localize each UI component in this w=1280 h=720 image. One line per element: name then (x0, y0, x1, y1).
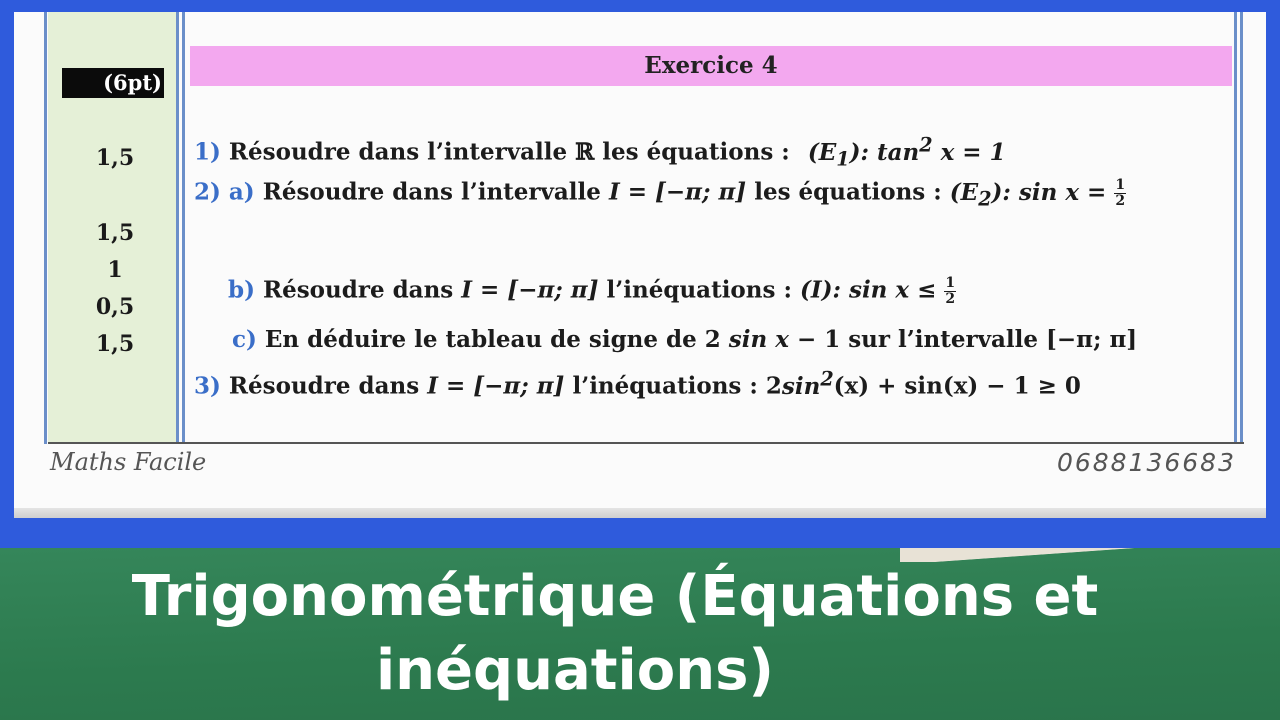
question-number: 1) (194, 138, 221, 166)
paper-edge (900, 548, 1280, 562)
question-text-2: l’inéquations : 2 (572, 372, 782, 400)
question-3 (194, 367, 1081, 400)
question-2a (194, 178, 1126, 210)
brand-name: Maths Facile (50, 448, 207, 476)
math-expression: (I): sin x ≤ (799, 276, 937, 304)
question-text: Résoudre dans (228, 372, 420, 400)
headline-line-2: inéquations) (375, 638, 774, 703)
question-1 (194, 133, 1006, 170)
math-expression: $\sin^2$ (781, 367, 834, 400)
exercise-title: Exercice 4 (190, 46, 1232, 86)
page-shadow (14, 508, 1266, 518)
interval-expression: I = [−π; π] (427, 372, 565, 400)
fraction: $\frac{1}{2}$ (1115, 177, 1126, 209)
column-divider-line-2 (182, 12, 185, 444)
math-expression-2: (x) + sin(x) − 1 ≥ 0 (833, 372, 1081, 400)
right-border-line (1234, 12, 1237, 444)
document-page (14, 12, 1266, 516)
question-text-2: l’inéquations : (606, 276, 792, 304)
column-divider-line (176, 12, 179, 444)
left-border-line (44, 12, 47, 444)
question-text: Résoudre dans l’intervalle (262, 178, 601, 206)
score-q2c: 0,5 (95, 294, 135, 320)
math-expression: $(E_2)$: sin x = (949, 178, 1107, 211)
score-q3: 1,5 (95, 331, 135, 357)
interval-expression: I = [−π; π] (608, 178, 747, 206)
math-expression: sin x (728, 326, 789, 353)
question-text-2: − 1 sur l’intervalle [−π; π] (796, 326, 1138, 353)
points-label: (6pt) (62, 68, 164, 98)
question-text-2: les équations : (754, 178, 942, 206)
right-border-line-2 (1240, 12, 1243, 444)
math-expression: $(E_1)$: $\tan^2 x = 1$ (807, 133, 1006, 171)
question-text: En déduire le tableau de signe de 2 (264, 326, 721, 353)
question-text: Résoudre dans (262, 276, 454, 304)
score-q2b: 1 (107, 257, 123, 283)
fraction: $\frac{1}{2}$ (945, 275, 956, 307)
question-2c (232, 326, 1137, 353)
question-number: c) (232, 326, 257, 353)
score-q2a: 1,5 (95, 220, 135, 246)
bottom-rule (48, 442, 1244, 444)
question-2b (228, 276, 956, 307)
question-number: b) (228, 276, 255, 304)
phone-number: 0688136683 (1056, 448, 1236, 477)
interval-expression: I = [−π; π] (461, 276, 599, 304)
score-q1: 1,5 (95, 145, 135, 171)
question-number: 2) a) (194, 178, 255, 206)
question-text: Résoudre dans l’intervalle ℝ les équations : (228, 138, 790, 166)
headline-line-1: Trigonométrique (Équations et (131, 564, 1099, 629)
question-number: 3) (194, 372, 221, 400)
